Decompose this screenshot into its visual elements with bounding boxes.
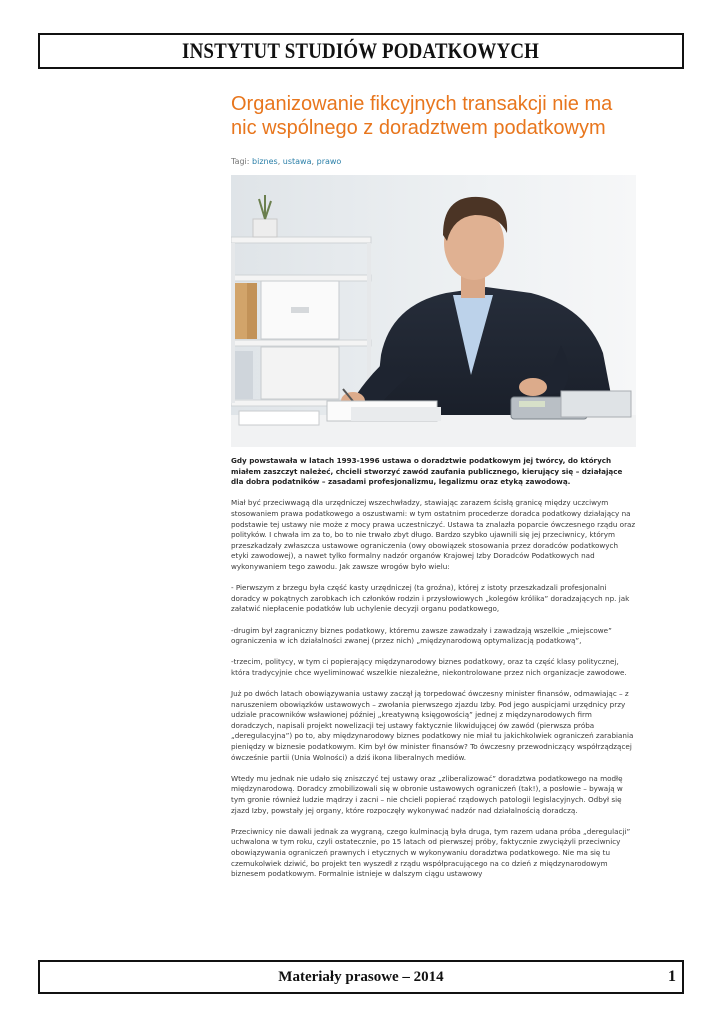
page-header xyxy=(38,33,684,69)
paragraph: Miał być przeciwwagą dla urzędniczej wszechwładzy, stawiając zarazem ścisłą granicę między uczciwym stosowaniem prawa podatkowego a oszustwami: w tym ostatnim procederze doradca podatkowy działający na podstawie tej ustawy nie może z mocy prawa uczestniczyć. Ustawa ta znalazła poparcie ówczesnego rządu oraz polityków. I chwała im za to, bo to nie trwało zbyt długo. Bardzo szybko ujawnili się jej przeciwnicy, którym przeszkadzały zwłaszcza ustawowe ograniczenia (owy obowiązek stosowania przez doradców podatkowych etyki zawodowej), a nawet tylko formalny nadzór organów Krajowej Izby Doradców Podatkowych nad wykonywaniem tego zawodu. Jak zawsze wrogów było wielu: xyxy=(231,498,636,571)
footer-label: Materiały prasowe – 2014 xyxy=(278,969,444,985)
institute-title: INSTYTUT STUDIÓW PODATKOWYCH xyxy=(182,38,540,63)
office-man-illustration xyxy=(231,175,636,447)
paragraph: Przeciwnicy nie dawali jednak za wygraną, czego kulminacją była druga, tym razem udana próba „deregulacji” uchwalona w tym roku, czyli ostatecznie, po 15 latach od pierwszej próby, faktycznie zwyciężyli przeciwnicy obowiązywania ograniczeń prawnych i etycznych w wykonywaniu doradztwa podatkowego. Nie ma się tu czemukolwiek dziwić, bo projekt ten wyszedł z rządu współpracującego na co dzień z międzynarodowym biznesem podatkowym. Formalnie istnieje w dalszym ciągu ustawowy xyxy=(231,826,631,879)
page-footer xyxy=(38,960,684,994)
tag-link-prawo[interactable]: prawo xyxy=(316,157,342,166)
paragraph: Już po dwóch latach obowiązywania ustawy zaczął ją torpedować ówczesny minister finansów, odmawiając – z naruszeniem obowiązków ustawowych – zwołania pierwszego zjazdu Izby. Pod jego auspicjami urzędnicy przy udziale pracowników wsławionej później „kreatywną księgowością” jednej z międzynarodowych firm doradczych, napisali projekt nowelizacji tej ustawy faktycznie likwidującej ów zawód (pierwsza próba „deregulacyjna”) po to, aby międzynarodowy biznes podatkowy nie miał tu jakichkolwiek ograniczeń zarabiania pieniędzy w biznesie podatkowym. Kim był ów minister finansów? To ówczesny przewodniczący współrządzącej ówcześnie partii (Unia Wolności) a dziś ikona liberalnych mediów. xyxy=(231,689,634,762)
article xyxy=(231,92,636,890)
article-title: Organizowanie fikcyjnych transakcji nie ma nic wspólnego z doradztwem podatkowym xyxy=(231,93,613,139)
paragraph: - Pierwszym z brzegu była część kasty urzędniczej (ta groźna), której z istoty przeszkadzali profesjonalni doradcy w pokątnych zarobkach ich członków rodzin i przysłowiowych „kolegów królika” doradzających np. jak załatwić niepłacenie podatków lub uchylenie decyzji organu podatkowego, xyxy=(231,583,630,614)
tag-link-ustawa[interactable]: ustawa xyxy=(282,157,312,166)
article-body xyxy=(231,456,636,880)
paragraph: -drugim był zagraniczny biznes podatkowy, któremu zawsze zawadzały i zawadzają wszelkie „miejscowe” ograniczenia w ich działalności zwanej (przez nich) „międzynarodową optymalizacją podatkową”, xyxy=(231,625,612,646)
paragraph: -trzecim, politycy, w tym ci popierający międzynarodowy biznes podatkowy, oraz ta część klasy politycznej, która tradycyjnie chce wyeliminować wszelkie niezależne, niekontrolowane przez nich organizacje zawodowe. xyxy=(231,657,627,677)
paragraph: Wtedy mu jednak nie udało się zniszczyć tej ustawy oraz „zliberalizować” doradztwa podatkowego na modłę międzynarodową. Doradcy zmobilizowali się w obronie ustawowych ograniczeń (tak!), a posłowie – bywają w tym gronie również ludzie mądrzy i zacni – nie chcieli popierać rządowych patologii legislacyjnych. Odbył się zjazd Izby, powstały jej organy, które rozpoczęły wykonywać nadzór nad działalnością doradczą. xyxy=(231,773,623,815)
page-number: 1 xyxy=(668,968,676,985)
article-photo xyxy=(231,175,636,447)
tag-link-biznes[interactable]: biznes xyxy=(252,157,278,166)
article-tags: Tagi: biznes, ustawa, prawo xyxy=(231,157,342,166)
lead-paragraph: Gdy powstawała w latach 1993-1996 ustawa o doradztwie podatkowym jej twórcy, do których miałem zaszczyt należeć, chcieli stworzyć zawód zaufania publicznego, kierujący się – działające dla dobra podatników – zasadami profesjonalizmu, legalizmu oraz etyką zawodową. xyxy=(231,456,623,487)
tags-label: Tagi: xyxy=(231,157,250,166)
